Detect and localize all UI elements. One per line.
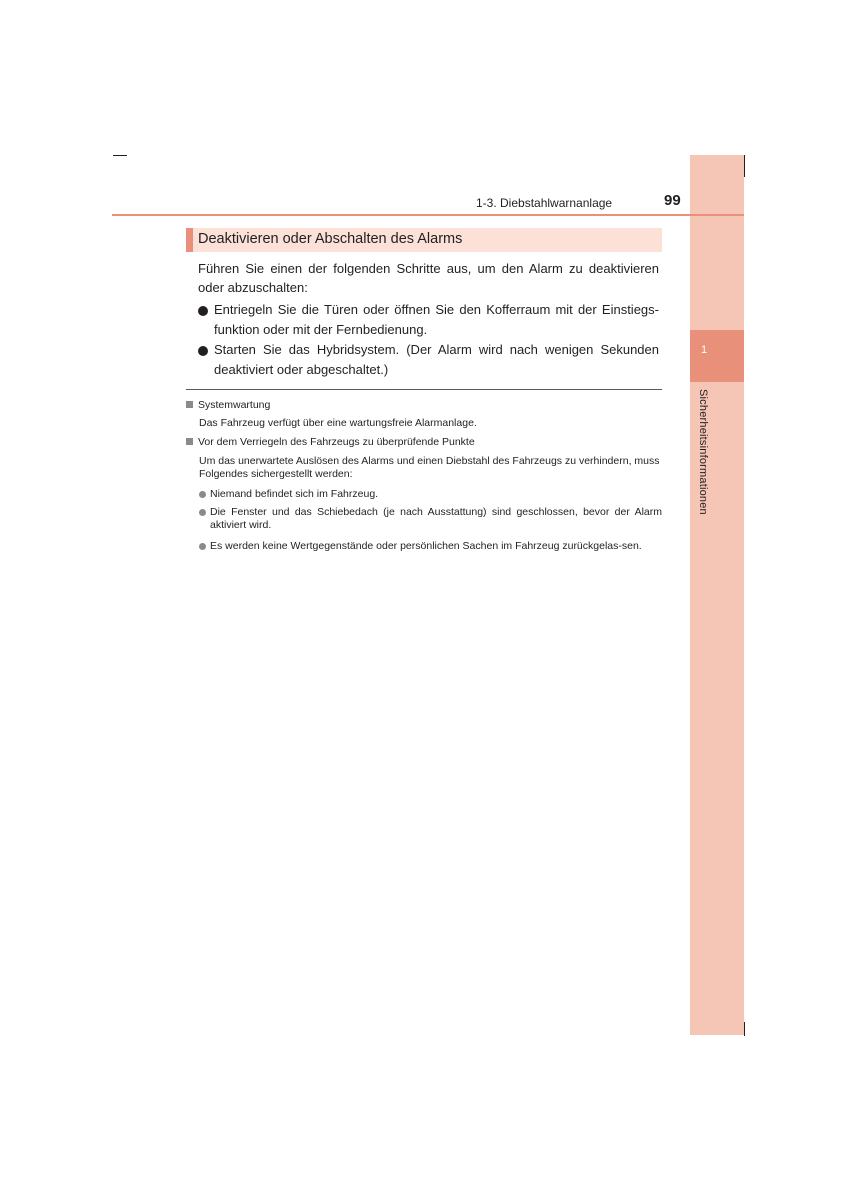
crop-mark (113, 155, 127, 156)
note-title: Systemwartung (198, 399, 271, 411)
page-number: 99 (664, 192, 681, 209)
bullet-icon (199, 543, 206, 550)
bullet-icon (199, 491, 206, 498)
chapter-number-tab[interactable] (690, 330, 744, 382)
note-list-item-text: Es werden keine Wertgegenstände oder persönlichen Sachen im Fahrzeug zurückgelas-sen. (210, 540, 642, 552)
square-bullet-icon (186, 401, 193, 408)
note-list-item-text: Die Fenster und das Schiebedach (je nach Ausstattung) sind geschlossen, bevor der Alarm aktiviert wird. (210, 506, 662, 531)
chapter-number: 1 (701, 344, 708, 356)
note-heading-maintenance (186, 399, 270, 411)
note-text: Um das unerwartete Auslösen des Alarms und einen Diebstahl des Fahrzeugs zu verhindern, muss Folgendes sichergestellt werden: (199, 455, 660, 480)
section-heading: Deaktivieren oder Abschalten des Alarms (198, 231, 463, 247)
section-intro: Führen Sie einen der folgenden Schritte aus, um den Alarm zu deaktivieren oder abzuschalten: (198, 261, 659, 295)
note-list-item-text: Niemand befindet sich im Fahrzeug. (210, 488, 379, 500)
bullet-icon (198, 306, 208, 316)
note-heading-before-locking (186, 436, 475, 448)
square-bullet-icon (186, 438, 193, 445)
bullet-icon (198, 346, 208, 356)
section-heading-bar (186, 228, 662, 252)
note-text: Das Fahrzeug verfügt über eine wartungsfreie Alarmanlage. (199, 417, 477, 429)
bullet-icon (199, 509, 206, 516)
header-rule (112, 214, 744, 216)
running-header-title: 1-3. Diebstahlwarnanlage (476, 196, 613, 210)
section-divider (186, 389, 662, 390)
chapter-label: Sicherheitsinformationen (697, 389, 709, 515)
chapter-side-tab (690, 155, 744, 1035)
note-title: Vor dem Verriegeln des Fahrzeugs zu überprüfende Punkte (198, 436, 475, 448)
list-item-text: Starten Sie das Hybridsystem. (Der Alarm wird nach wenigen Sekunden deaktiviert oder abgeschaltet.) (214, 342, 659, 377)
crop-mark (744, 1022, 745, 1036)
list-item-text: Entriegeln Sie die Türen oder öffnen Sie den Kofferraum mit der Einstiegs-funktion oder mit der Fernbedienung. (214, 302, 659, 337)
crop-mark (744, 155, 745, 177)
